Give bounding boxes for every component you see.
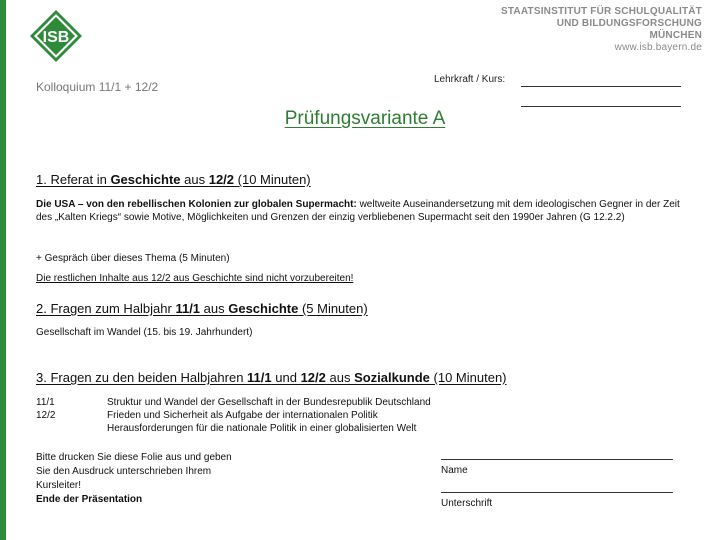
page-title: Prüfungsvariante A [284,108,446,129]
institute-block [501,6,702,54]
institute-line: MÜNCHEN [649,30,702,41]
section2-topic: Gesellschaft im Wandel (15. bis 19. Jahrhundert) [36,327,253,338]
teacher-course-label: Lehrkraft / Kurs: [434,74,506,85]
topic-item: Herausforderungen für die nationale Politik in einer globalisierten Welt [107,423,417,434]
section1-heading: 1. Referat in Geschichte aus 12/2 (10 Minuten) [36,172,311,187]
isb-logo [28,8,84,64]
logo-text: ISB [42,29,70,46]
signature-label: Unterschrift [441,498,493,509]
semester-item: 11/1 [36,397,55,408]
kolloquium-label: Kolloquium 11/1 + 12/2 [36,80,159,94]
section1-topic: Die USA – von den rebellischen Kolonien zur globalen Supermacht: weltweite Auseinandersetzung mit dem ideologischen Gegner in der Zeit des „Kalten Kriegs“ sowie Motive, Möglichkeiten und Grenzen der einzig verbliebenen Supermacht seit den 1990er Jahren (G 12.2.2) [36,199,680,223]
semester-list [36,396,55,422]
topic-item: Frieden und Sicherheit als Aufgabe der internationalen Politik [107,410,378,421]
section1-note: Die restlichen Inhalte aus 12/2 aus Geschichte sind nicht vorzubereiten! [36,273,354,284]
name-label: Name [441,465,468,476]
print-note: Bitte drucken Sie diese Folie aus und geben Sie den Ausdruck unterschrieben Ihrem Kursleiter! Ende der Präsentation [36,451,236,507]
institute-line: STAATSINSTITUT FÜR SCHULQUALITÄT [500,6,702,17]
teacher-line-2 [521,106,681,107]
section3-topics [107,396,431,435]
section3-heading: 3. Fragen zu den beiden Halbjahren 11/1 und 12/2 aus Sozialkunde (10 Minuten) [36,370,507,385]
left-accent-bar [0,0,6,540]
institute-line: UND BILDUNGSFORSCHUNG [556,18,702,29]
topic-item: Struktur und Wandel der Gesellschaft in der Bundesrepublik Deutschland [107,397,431,408]
name-line [441,459,673,460]
signature-line [441,492,673,493]
end-of-presentation: Ende der Präsentation [36,494,143,505]
teacher-line-1 [521,86,681,87]
section1-discussion: + Gespräch über dieses Thema (5 Minuten) [36,253,230,264]
semester-item: 12/2 [36,410,56,421]
section2-heading: 2. Fragen zum Halbjahr 11/1 aus Geschichte (5 Minuten) [36,301,368,316]
institute-url[interactable]: www.isb.bayern.de [614,42,702,53]
